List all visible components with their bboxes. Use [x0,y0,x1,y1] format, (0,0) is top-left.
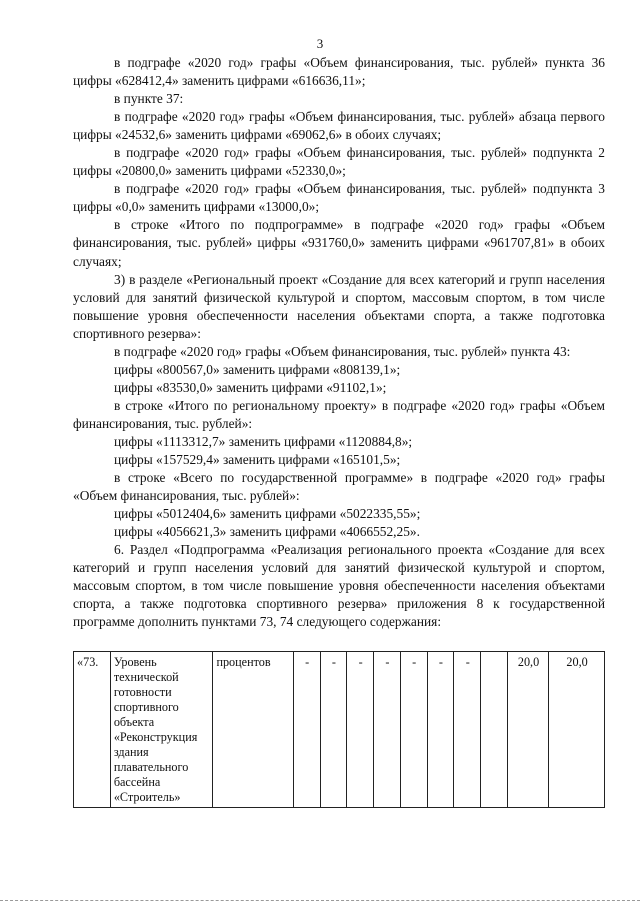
value-cell: 20,0 [549,652,605,808]
indicator-table [73,651,605,808]
value-cell: 20,0 [507,652,548,808]
page-number: 3 [316,36,324,51]
paragraph: в пункте 37: [114,91,184,107]
paragraph: цифры «800567,0» заменить цифрами «808139,1»; [114,361,401,377]
paragraph: цифры «83530,0» заменить цифрами «91102,1»; [114,379,387,395]
paragraph: в строке «Всего по государственной программе» в подграфе «2020 год» графы «Объем финансирования, тыс. рублей»: [73,470,605,504]
indicator-name-cell: Уровень технической готовности спортивного объекта «Реконструкция здания плавательного бассейна «Строитель» [110,652,213,808]
paragraph: в подграфе «2020 год» графы «Объем финансирования, тыс. рублей» пункта 43: [114,343,571,359]
paragraph: цифры «1113312,7» заменить цифрами «1120884,8»; [114,433,413,449]
paragraph: в подграфе «2020 год» графы «Объем финансирования, тыс. рублей» пункта 36 цифры «628412,4» заменить цифрами «616636,11»; [73,55,605,89]
unit-cell: процентов [213,652,293,808]
page-bottom-divider [0,900,640,901]
value-cell: - [400,652,427,808]
value-cell: - [454,652,481,808]
item-number-cell: «73. [74,652,111,808]
paragraph: в строке «Итого по региональному проекту» в подграфе «2020 год» графы «Объем финансирования, тыс. рублей»: [73,397,605,431]
paragraph: цифры «4056621,3» заменить цифрами «4066552,25». [114,524,420,540]
value-cell: - [374,652,401,808]
paragraph: в подграфе «2020 год» графы «Объем финансирования, тыс. рублей» абзаца первого цифры «24532,6» заменить цифрами «69062,6» в обоих случаях; [73,109,605,143]
paragraph: цифры «157529,4» заменить цифрами «165101,5»; [114,452,401,468]
paragraph: в подграфе «2020 год» графы «Объем финансирования, тыс. рублей» подпункта 3 цифры «0,0» заменить цифрами «13000,0»; [73,181,605,215]
paragraph: цифры «5012404,6» заменить цифрами «5022335,55»; [114,506,421,522]
paragraph: в подграфе «2020 год» графы «Объем финансирования, тыс. рублей» подпункта 2 цифры «20800,0» заменить цифрами «52330,0»; [73,145,605,179]
value-cell: - [293,652,320,808]
paragraph: в строке «Итого по подпрограмме» в подграфе «2020 год» графы «Объем финансирования, тыс. рублей» цифры «931760,0» заменить цифрами «961707,81» в обоих случаях; [73,217,605,269]
value-cell: - [347,652,374,808]
empty-cell [481,652,508,808]
paragraph: 6. Раздел «Подпрограмма «Реализация регионального проекта «Создание для всех категорий и групп населения условий для занятий физической культурой и спортом, массовым спортом, в том числе повышение уровня обеспеченности населения объектами спорта, а также подготовка спортивного резерва» приложения 8 к государственной программе дополнить пунктами 73, 74 следующего содержания: [73,542,605,630]
paragraph: 3) в разделе «Региональный проект «Создание для всех категорий и групп населения условий для занятий физической культурой и спортом, массовым спортом, в том числе повышение уровня обеспеченности населения объектами спорта, а также подготовка спортивного резерва»: [73,271,605,341]
document-body [73,54,605,632]
table-row [74,652,605,808]
value-cell: - [427,652,454,808]
value-cell: - [320,652,347,808]
